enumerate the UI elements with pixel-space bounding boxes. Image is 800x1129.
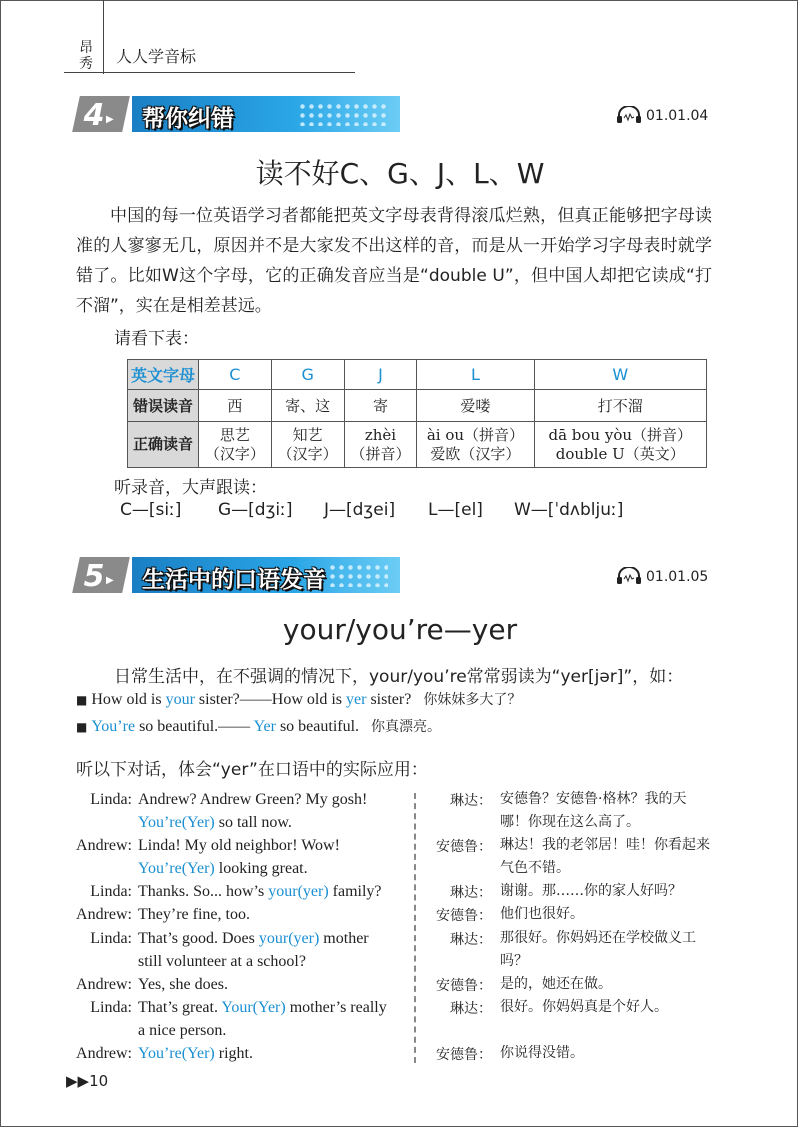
- correct-cell: 思艺 （汉字）: [199, 422, 272, 468]
- speaker-label: 安德鲁：: [436, 839, 492, 855]
- header-rule: [64, 72, 355, 73]
- speaker-label: 琳达：: [450, 885, 492, 901]
- speaker-label: 琳达：: [450, 793, 492, 809]
- speaker-label: Linda:: [90, 930, 132, 947]
- section-title-bar: [132, 557, 400, 593]
- play-arrow-icon: ▶: [106, 575, 114, 586]
- speaker-label: Andrew:: [76, 837, 132, 854]
- dialog-line: 安德鲁？安德鲁·格林？我的天哪！你现在这么高了。: [500, 791, 687, 830]
- example-2: ■ You’re so beautiful.—— Yer so beautiful. 你真漂亮。: [76, 718, 442, 735]
- dialog-line: You’re(Yer) right.: [138, 1045, 253, 1062]
- audio-track-4[interactable]: [616, 106, 708, 124]
- book-title: 人人学音标: [116, 47, 197, 66]
- audio-track-5[interactable]: [616, 567, 708, 585]
- letter-cell: G: [271, 360, 344, 390]
- wrong-cell: 打不溜: [534, 390, 707, 422]
- section-4-paragraph: 中国的每一位英语学习者都能把英文字母表背得滚瓜烂熟，但真正能够把字母读准的人寥寥无几，原因并不是大家发不出这样的音，而是从一开始学习字母表时就学错了。比如W这个字母，它的正确发音应当是“double U”，但中国人却把它读成“打不溜”，实在是相差甚远。: [76, 206, 712, 316]
- speaker-label: 安德鲁：: [436, 978, 492, 994]
- header-divider: [103, 0, 104, 74]
- section-5-heading: your/you’re—yer: [282, 613, 518, 646]
- double-arrow-icon: ▶▶: [66, 1072, 90, 1090]
- dialog-line: 你说得没错。: [500, 1045, 584, 1061]
- bullet-square-icon: ■: [76, 693, 88, 707]
- section-title: 生活中的口语发音: [142, 567, 326, 593]
- dialog-line: 谢谢。那……你的家人好吗？: [500, 883, 682, 899]
- audio-code: 01.01.05: [646, 569, 709, 585]
- section-number-badge: 4: [72, 96, 130, 132]
- dialog-line: Andrew? Andrew Green? My gosh!: [138, 791, 368, 808]
- headphones-icon: [616, 567, 642, 585]
- wrong-cell: 寄、这: [271, 390, 344, 422]
- ipa-item: J—[dʒei]: [324, 500, 396, 520]
- correct-cell: 知艺 （汉字）: [271, 422, 344, 468]
- pronunciation-table: [127, 359, 707, 468]
- dot-pattern: [298, 102, 388, 126]
- speaker-label: 安德鲁：: [436, 908, 492, 924]
- speaker-label: 琳达：: [450, 1001, 492, 1017]
- dialog-line: Linda! My old neighbor! Wow!: [138, 837, 340, 854]
- page-number: ▶▶10: [66, 1072, 109, 1090]
- ipa-item: L—[el]: [428, 500, 483, 520]
- letter-cell: J: [344, 360, 417, 390]
- row-label-correct: 正确读音: [128, 422, 199, 468]
- listen-instruction: 听录音，大声跟读：: [114, 478, 267, 498]
- correct-cell: dā bou yòu（拼音） double U（英文）: [534, 422, 707, 468]
- letter-cell: L: [417, 360, 534, 390]
- speaker-label: 琳达：: [450, 932, 492, 948]
- dialog-line: a nice person.: [138, 1022, 227, 1039]
- dialog-line: 很好。你妈妈真是个好人。: [500, 999, 668, 1015]
- dialog-divider: [414, 793, 416, 1063]
- letter-cell: C: [199, 360, 272, 390]
- ipa-item: W—[ˈdʌbljuː]: [514, 500, 624, 520]
- ipa-item: G—[dʒiː]: [218, 500, 293, 520]
- wrong-cell: 西: [199, 390, 272, 422]
- play-arrow-icon: ▶: [106, 114, 114, 125]
- dialog-line: 是的，她还在做。: [500, 976, 612, 992]
- letter-cell: W: [534, 360, 707, 390]
- dialog-line: 那很好。你妈妈还在学校做义工吗？: [500, 930, 696, 969]
- dialog-line: You’re(Yer) looking great.: [138, 860, 308, 877]
- ipa-item: C—[siː]: [120, 500, 182, 520]
- dialog-line: That’s good. Does your(yer) mother: [138, 930, 369, 947]
- dot-pattern: [328, 563, 388, 587]
- section-5-intro: 日常生活中，在不强调的情况下，your/you’re常常弱读为“yer[jər]”，如：: [114, 667, 684, 687]
- speaker-label: Linda:: [90, 999, 132, 1016]
- row-label-letters: 英文字母: [128, 360, 199, 390]
- speaker-label: Linda:: [90, 883, 132, 900]
- dialog-line: They’re fine, too.: [138, 906, 250, 923]
- correct-cell: ài ou（拼音） 爱欧（汉字）: [417, 422, 534, 468]
- section-title-bar: [132, 96, 400, 132]
- dialog-line: You’re(Yer) so tall now.: [138, 814, 292, 831]
- speaker-label: Linda:: [90, 791, 132, 808]
- dialog-line: still volunteer at a school?: [138, 953, 306, 970]
- dialog-line: Thanks. So... how’s your(yer) family?: [138, 883, 382, 900]
- speaker-label: Andrew:: [76, 1045, 132, 1062]
- correct-cell: zhèi （拼音）: [344, 422, 417, 468]
- brand-name: 昂秀: [79, 40, 93, 72]
- speaker-label: Andrew:: [76, 976, 132, 993]
- section-5-header: [76, 557, 400, 593]
- dialog-line: Yes, she does.: [138, 976, 228, 993]
- headphones-icon: [616, 106, 642, 124]
- section-number-badge: 5: [72, 557, 130, 593]
- see-table-label: 请看下表：: [114, 329, 199, 349]
- row-label-wrong: 错误读音: [128, 390, 199, 422]
- audio-code: 01.01.04: [646, 108, 709, 124]
- dialog-line: That’s great. Your(Yer) mother’s really: [138, 999, 387, 1016]
- section-title: 帮你纠错: [142, 106, 234, 132]
- dialog-line: 他们也很好。: [500, 906, 584, 922]
- wrong-cell: 寄: [344, 390, 417, 422]
- dialog-intro: 听以下对话，体会“yer”在口语中的实际应用：: [76, 760, 428, 780]
- section-4-heading: 读不好C、G、J、L、W: [255, 157, 545, 190]
- section-4-header: [76, 96, 400, 132]
- speaker-label: 安德鲁：: [436, 1047, 492, 1063]
- wrong-cell: 爱喽: [417, 390, 534, 422]
- example-1: ■ How old is your sister?——How old is yer sister? 你妹妹多大了？: [76, 691, 522, 708]
- speaker-label: Andrew:: [76, 906, 132, 923]
- dialog-line: 琳达！我的老邻居！哇！你看起来气色不错。: [500, 837, 710, 876]
- bullet-square-icon: ■: [76, 720, 88, 734]
